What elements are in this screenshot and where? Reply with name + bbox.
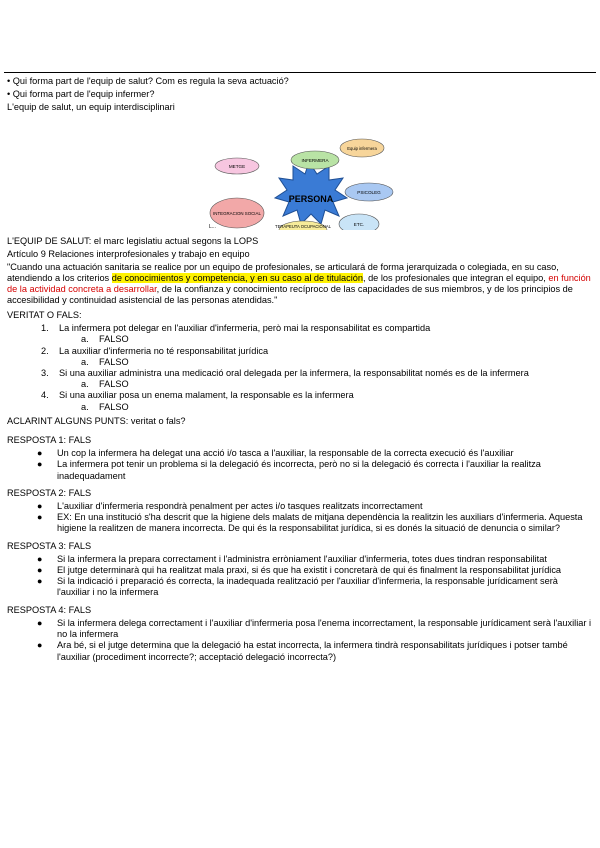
node-integracion-social-label: INTEGRACION SOCIAL xyxy=(213,210,261,216)
vf-answer-4-label: a. xyxy=(81,401,89,412)
section-title: L'EQUIP DE SALUT: el marc legislatiu actual segons la LOPS xyxy=(7,235,259,246)
resposta-2-title: RESPOSTA 2: FALS xyxy=(7,487,92,498)
node-psicoleg-label: PSICOLEG xyxy=(357,189,381,195)
team-diagram xyxy=(7,118,593,230)
top-bullet-2: • Qui forma part de l'equip infermer? xyxy=(7,89,155,100)
resposta-4-list xyxy=(7,618,593,663)
node-metge-label: METGE xyxy=(228,163,246,169)
resposta-4-item-2: ● Ara bé, si el jutge determina que la delegació ha estat incorrecta, la infermera tindrà responsabilitats jurídiques i potser també l'auxiliar (procediment incorrecte?; acceptació delegació incorrecta?) xyxy=(37,640,568,662)
vf-item-2 xyxy=(7,346,593,357)
vf-answer-1-text: FALSO xyxy=(99,334,129,345)
quote-part-2: , de los profesionales que integran el equipo, xyxy=(362,273,549,284)
resposta-4-item-1: ● Si la infermera delega correctament i l'auxiliar d'infermeria posa l'enema incorrectament, la responsable jurídicament serà l'auxiliar i no la infermera xyxy=(37,617,592,640)
vf-answer-4 xyxy=(7,402,593,413)
subtitle: L'equip de salut, un equip interdisciplinari xyxy=(7,102,175,113)
resposta-3-item-1: ● Si la infermera la prepara correctament i l'administra erròniament l'auxiliar d'infermeria, totes dues tindran responsabilitat xyxy=(37,553,547,564)
vf-list xyxy=(7,323,593,413)
top-bullet-1: • Qui forma part de l'equip de salut? Com es regula la seva actuació? xyxy=(7,76,289,86)
quote-part-1: "Cuando una actuación sanitaria se realice por un equipo de profesionales, se articulará de forma jerarquizada o colegiada, en su caso, atendiendo a los criterios xyxy=(7,262,559,284)
top-bullet-2-text: Qui forma part de l'equip infermer? xyxy=(12,89,155,100)
resposta-1-item-1-text: Un cop la infermera ha delegat una acció i/o tasca a l'auxiliar, la responsable de la correcta execució és l'auxiliar xyxy=(57,448,514,459)
vf-item-3-text: Si una auxiliar administra una medicació oral delegada per la infermera, la responsabilitat només es de la infermera xyxy=(59,368,529,379)
resposta-4-item-2-text: Ara bé, si el jutge determina que la delegació ha estat incorrecta, la infermera tindrà responsabilitats jurídiques i potser també l'auxiliar (procediment incorrecte?; acceptació delegació incorrecta?) xyxy=(57,640,568,662)
resposta-3-item-3: ● Si la indicació i preparació és correcta, la inadequada realització per l'auxiliar d'infermeria, la responsable jurídicament serà l'auxiliar i no la infermera xyxy=(37,576,558,598)
vf-answer-1-label: a. xyxy=(81,334,89,345)
resposta-1-item-2-text: La infermera pot tenir un problema si la delegació és incorrecta, però no si la delegació és correcta i l'auxiliar la realitza inadequadament xyxy=(57,459,541,481)
top-bullet-1-text: Qui forma part de l'equip de salut? Com es regula la seva actuació? xyxy=(12,76,289,86)
vf-item-4-text: Si una auxiliar posa un enema malament, la responsable es la infermera xyxy=(59,390,354,401)
vf-answer-3 xyxy=(7,379,593,390)
vf-item-1-text: La infermera pot delegar en l'auxiliar d'infermeria, però mai la responsabilitat es compartida xyxy=(59,323,431,334)
diagram-corner-label: L... xyxy=(209,223,216,230)
resposta-2-item-1: ● L'auxiliar d'infermeria respondrà penalment per actes i/o tasques realitzats incorrectament xyxy=(37,501,423,512)
resposta-3-item-1-text: Si la infermera la prepara correctament i l'administra erròniament l'auxiliar d'infermeria, totes dues tindran responsabilitat xyxy=(57,553,547,564)
vf-item-4-num: 4. xyxy=(41,390,49,401)
resposta-4-title: RESPOSTA 4: FALS xyxy=(7,604,92,615)
node-terapeuta-ocupacional-label: TERAPEUTA OCUPACIONAL xyxy=(275,223,331,229)
vf-answer-3-label: a. xyxy=(81,379,89,390)
resposta-3-item-2: ● El jutge determinarà qui ha realitzat mala praxi, si és que ha existit i concretarà de qui és finalment la responsabilitat jurídica xyxy=(37,565,562,576)
resposta-2-item-1-text: L'auxiliar d'infermeria respondrà penalment per actes i/o tasques realitzats incorrectament xyxy=(57,501,423,512)
resposta-4-item-1-text: Si la infermera delega correctament i l'auxiliar d'infermeria posa l'enema incorrectament, la responsable jurídicament serà l'auxiliar i no la infermera xyxy=(57,617,592,640)
resposta-3-list xyxy=(7,554,593,599)
vf-answer-1 xyxy=(7,334,593,345)
quote-paragraph xyxy=(7,262,593,306)
team-diagram-svg xyxy=(7,118,593,230)
vf-item-2-text: La auxiliar d'infermeria no té responsabilitat jurídica xyxy=(59,345,269,356)
vf-item-1-num: 1. xyxy=(41,323,49,334)
persona-star-shape xyxy=(275,162,347,224)
vf-title: VERITAT O FALS: xyxy=(7,310,82,321)
vf-item-3 xyxy=(7,368,593,379)
resposta-1-item-2: ● La infermera pot tenir un problema si la delegació és incorrecta, però no si la delegació és correcta i l'auxiliar la realitza inadequadament xyxy=(37,459,541,481)
vf-answer-4-text: FALSO xyxy=(99,401,129,412)
node-etc-label: ETC. xyxy=(353,221,365,227)
vf-item-2-num: 2. xyxy=(41,345,49,356)
resposta-2-item-2: ● EX: En una institució s'ha descrit que la higiene dels malats de mitjana dependència la realitzin les auxiliars d'infermeria. Aquesta higiene la realitzen de manera incorrecta. De qui és la responsabilitat jurídica, si es donés la situació de denuncia o similar? xyxy=(37,512,583,534)
resposta-3-item-2-text: El jutge determinarà qui ha realitzat mala praxi, si és que ha existit i concretarà de qui és finalment la responsabilitat jurídica xyxy=(57,565,562,576)
quote-highlight: de conocimientos y competencia, y en su caso al de titulación xyxy=(111,273,363,284)
vf-answer-3-text: FALSO xyxy=(99,379,129,390)
vf-answer-2-label: a. xyxy=(81,356,89,367)
resposta-2-list xyxy=(7,501,593,535)
resposta-1-title: RESPOSTA 1: FALS xyxy=(7,435,92,446)
resposta-1-list xyxy=(7,448,593,482)
resposta-3-title: RESPOSTA 3: FALS xyxy=(7,540,92,551)
quote-part-3: , de la confianza y conocimiento recíproco de las capacidades de sus miembros, y de los principios de accesibilidad y continuidad asistencial de las personas atendidas." xyxy=(7,284,573,306)
node-infermera-label: INFERMERA xyxy=(301,157,329,163)
node-equip-infermera-label: Equip infermera xyxy=(347,145,377,151)
resposta-3-item-3-text: Si la indicació i preparació és correcta, la inadequada realització per l'auxiliar d'infermeria, la responsable jurídicament serà l'auxiliar i no la infermera xyxy=(57,576,558,598)
aclarint-title: ACLARINT ALGUNS PUNTS: veritat o fals? xyxy=(7,415,186,426)
top-divider xyxy=(4,72,596,73)
document-content xyxy=(7,76,593,663)
vf-item-4 xyxy=(7,390,593,401)
quote-red: en función de la actividad concreta a desarrollar xyxy=(7,273,591,295)
vf-answer-2 xyxy=(7,357,593,368)
vf-item-3-num: 3. xyxy=(41,368,49,379)
vf-item-1 xyxy=(7,323,593,334)
vf-answer-2-text: FALSO xyxy=(99,356,129,367)
article-title: Artículo 9 Relaciones interprofesionales y trabajo en equipo xyxy=(7,248,250,259)
resposta-1-item-1: ● Un cop la infermera ha delegat una acció i/o tasca a l'auxiliar, la responsable de la correcta execució és l'auxiliar xyxy=(37,448,514,459)
persona-label: PERSONA xyxy=(288,193,334,204)
resposta-2-item-2-text: EX: En una institució s'ha descrit que la higiene dels malats de mitjana dependència la realitzin les auxiliars d'infermeria. Aquesta higiene la realitzen de manera incorrecta. De qui és la responsabilitat jurídica, si es donés la situació de denuncia o similar? xyxy=(57,512,583,534)
